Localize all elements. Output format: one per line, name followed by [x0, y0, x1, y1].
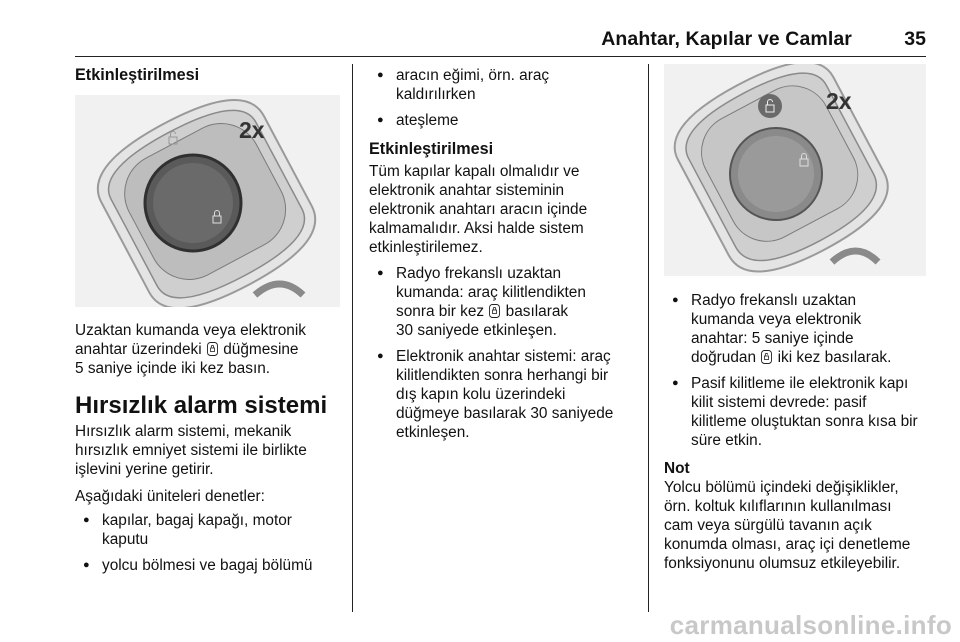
- list-item: [369, 264, 641, 340]
- note-line: cam veya sürgülü tavanın açık: [664, 517, 872, 534]
- column-divider-1: [352, 64, 353, 612]
- list-text: kumanda veya elektronik: [691, 311, 862, 328]
- list-text-part: sonra bir kez: [396, 303, 485, 320]
- list-text: ● kapılar, bagaj kapağı, motor: [102, 512, 292, 529]
- para-line: etkinleştirilemez.: [369, 239, 483, 256]
- list-item: [664, 374, 932, 450]
- list-text: kaldırılırken: [396, 86, 476, 103]
- press-twice-label: 2x: [239, 117, 265, 143]
- list-text: anahtar: 5 saniye içinde: [691, 330, 854, 347]
- para-line: elektronik anahtarı aracın içinde: [369, 201, 588, 218]
- list-text: ● Radyo frekanslı uzaktan: [396, 265, 562, 282]
- unlock-button-icon: [761, 350, 772, 364]
- para-line: Tüm kapılar kapalı olmalıdır ve: [369, 163, 580, 180]
- list-text-part: iki kez basılarak.: [777, 349, 892, 366]
- list-text: kumanda: araç kilitlendikten: [396, 284, 586, 301]
- section-heading: Etkinleştirilmesi: [75, 66, 200, 84]
- list-text: ● aracın eğimi, örn. araç: [396, 67, 550, 84]
- list-text: ● Elektronik anahtar sistemi: araç: [396, 348, 611, 365]
- list-text: ● ateşleme: [396, 112, 459, 129]
- column-1: [75, 64, 343, 85]
- list-text: kaputu: [102, 531, 149, 548]
- list-item: [75, 556, 343, 575]
- section-title: Hırsızlık alarm sistemi: [75, 392, 328, 419]
- page-number: 35: [904, 28, 926, 50]
- list-item: [75, 511, 343, 549]
- watermark-text: carmanualsonline.info: [669, 610, 952, 640]
- header-rule: [75, 56, 926, 57]
- list-text: etkinleşen.: [396, 424, 470, 441]
- key-fob-illustration: [75, 95, 340, 307]
- list-text-part: doğrudan: [691, 349, 757, 366]
- list-text: ● yolcu bölmesi ve bagaj bölümü: [102, 557, 313, 574]
- para-line: elektronik anahtar sisteminin: [369, 182, 565, 199]
- para-line: kalmamalıdır. Aksi halde sistem: [369, 220, 584, 237]
- note-line: fonksiyonunu olumsuz etkileyebilir.: [664, 555, 901, 572]
- list-item: [664, 291, 932, 367]
- key-fob-illustration: [664, 64, 926, 276]
- para-line: Aşağıdaki üniteleri denetler:: [75, 488, 265, 505]
- lock-button-icon: [489, 304, 500, 318]
- section-heading: Etkinleştirilmesi: [369, 140, 494, 158]
- unlock-button-highlight: [758, 94, 782, 118]
- list-text: dış kapın kolu üzerindeki: [396, 386, 566, 403]
- para-line: işlevini yerine getirir.: [75, 461, 214, 478]
- note-line: örn. koltuk kılıflarının kullanılması: [664, 498, 892, 515]
- list-item: [369, 347, 641, 442]
- list-item: [369, 66, 641, 104]
- para-line: 5 saniye içinde iki kez basın.: [75, 360, 271, 377]
- key-fob-figure-2: [664, 64, 926, 276]
- para-line: [75, 340, 343, 359]
- note-title: Not: [664, 460, 690, 477]
- note-line: Yolcu bölümü içindeki değişiklikler,: [664, 479, 899, 496]
- list-text: ● Radyo frekanslı uzaktan: [691, 292, 857, 309]
- list-text: kilitleme oluştuktan sonra kısa bir: [691, 413, 918, 430]
- list-text: süre etkin.: [691, 432, 763, 449]
- watermark: [0, 610, 960, 641]
- para-line: hırsızlık emniyet sistemi ile birlikte: [75, 442, 307, 459]
- list-text: düğmeye basılarak 30 saniyede: [396, 405, 614, 422]
- list-text: [691, 348, 932, 367]
- list-text: kilitlendikten sonra herhangi bir: [396, 367, 609, 384]
- press-twice-label: 2x: [826, 88, 852, 114]
- running-header-title: Anahtar, Kapılar ve Camlar: [601, 28, 852, 50]
- list-text: [396, 302, 641, 321]
- column-2: [369, 66, 641, 442]
- key-fob-figure-1: [75, 95, 340, 307]
- lock-button-icon: [207, 342, 218, 356]
- column-3-body: [664, 291, 932, 573]
- column-divider-2: [648, 64, 649, 612]
- list-text: kilit sistemi devrede: pasif: [691, 394, 867, 411]
- list-text-part: basılarak: [505, 303, 569, 320]
- note-line: konumda olması, araç içi denetleme: [664, 536, 911, 553]
- para-text: anahtar üzerindeki: [75, 341, 202, 358]
- list-text: ● Pasif kilitleme ile elektronik kapı: [691, 375, 909, 392]
- column-1-body: [75, 321, 343, 575]
- para-line: Uzaktan kumanda veya elektronik: [75, 322, 306, 339]
- list-item: [369, 111, 641, 130]
- list-text: 30 saniyede etkinleşen.: [396, 322, 557, 339]
- para-text: düğmesine: [223, 341, 299, 358]
- para-line: Hırsızlık alarm sistemi, mekanik: [75, 423, 292, 440]
